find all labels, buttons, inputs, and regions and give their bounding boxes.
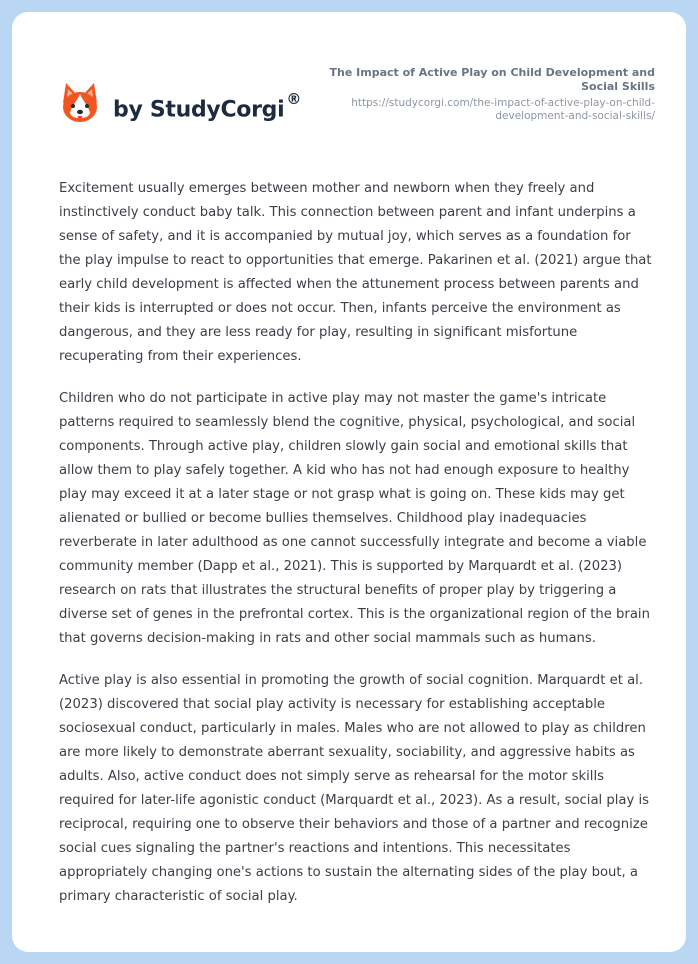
brand-text: by StudyCorgi xyxy=(113,97,285,123)
paragraph: Active play is also essential in promoting the growth of social cognition. Marquardt et al. (2023) discovered that social play activity is necessary for establishing acceptable sociosexual conduct, particularly in males. Males who are not allowed to play as children are more likely to demonstrate aberrant sexuality, sociability, and aggressive habits as adults. Also, active conduct does not simply serve as rehearsal for the motor skills required for later-life agonistic conduct (Marquardt et al., 2023). As a result, social play is reciprocal, requiring one to observe their behaviors and those of a partner and recognize social cues signaling the partner's reactions and intentions. This necessitates appropriately changing one's actions to sustain the alternating sides of the play bout, a primary characteristic of social play. xyxy=(59,673,650,904)
document-page xyxy=(12,12,686,952)
document-title: The Impact of Active Play on Child Development and Social Skills xyxy=(329,66,655,93)
essay-body xyxy=(59,177,654,927)
paragraph: Excitement usually emerges between mother and newborn when they freely and instinctively conduct baby talk. This connection between parent and infant underpins a sense of safety, and it is accompanied by mutual joy, which serves as a foundation for the play impulse to react to opportunities that emerge. Pakarinen et al. (2021) argue that early child development is affected when the attunement process between parents and their kids is interrupted or does not occur. Then, infants perceive the environment as dangerous, and they are less ready for play, resulting in significant misfortune recuperating from their experiences. xyxy=(59,181,652,364)
document-url[interactable]: https://studycorgi.com/the-impact-of-active-play-on-child-development-and-social-skills/ xyxy=(351,97,655,122)
paragraph: Children who do not participate in active play may not master the game's intricate patterns required to seamlessly blend the cognitive, physical, psychological, and social components. Through active play, children slowly gain social and emotional skills that allow them to play safely together. A kid who has not had enough exposure to healthy play may exceed it at a later stage or not grasp what is going on. These kids may get alienated or bullied or become bullies themselves. Childhood play inadequacies reverberate in later adulthood as one cannot successfully integrate and become a viable community member (Dapp et al., 2021). This is supported by Marquardt et al. (2023) research on rats that illustrates the structural benefits of proper play by triggering a diverse set of genes in the prefrontal cortex. This is the organizational region of the brain that governs decision-making in rats and other social mammals such as humans. xyxy=(59,391,650,646)
registered-mark: ® xyxy=(286,90,302,108)
studycorgi-logo[interactable] xyxy=(60,74,100,134)
document-reference xyxy=(310,66,655,123)
corgi-icon xyxy=(60,81,100,127)
brand-name[interactable] xyxy=(113,90,302,123)
